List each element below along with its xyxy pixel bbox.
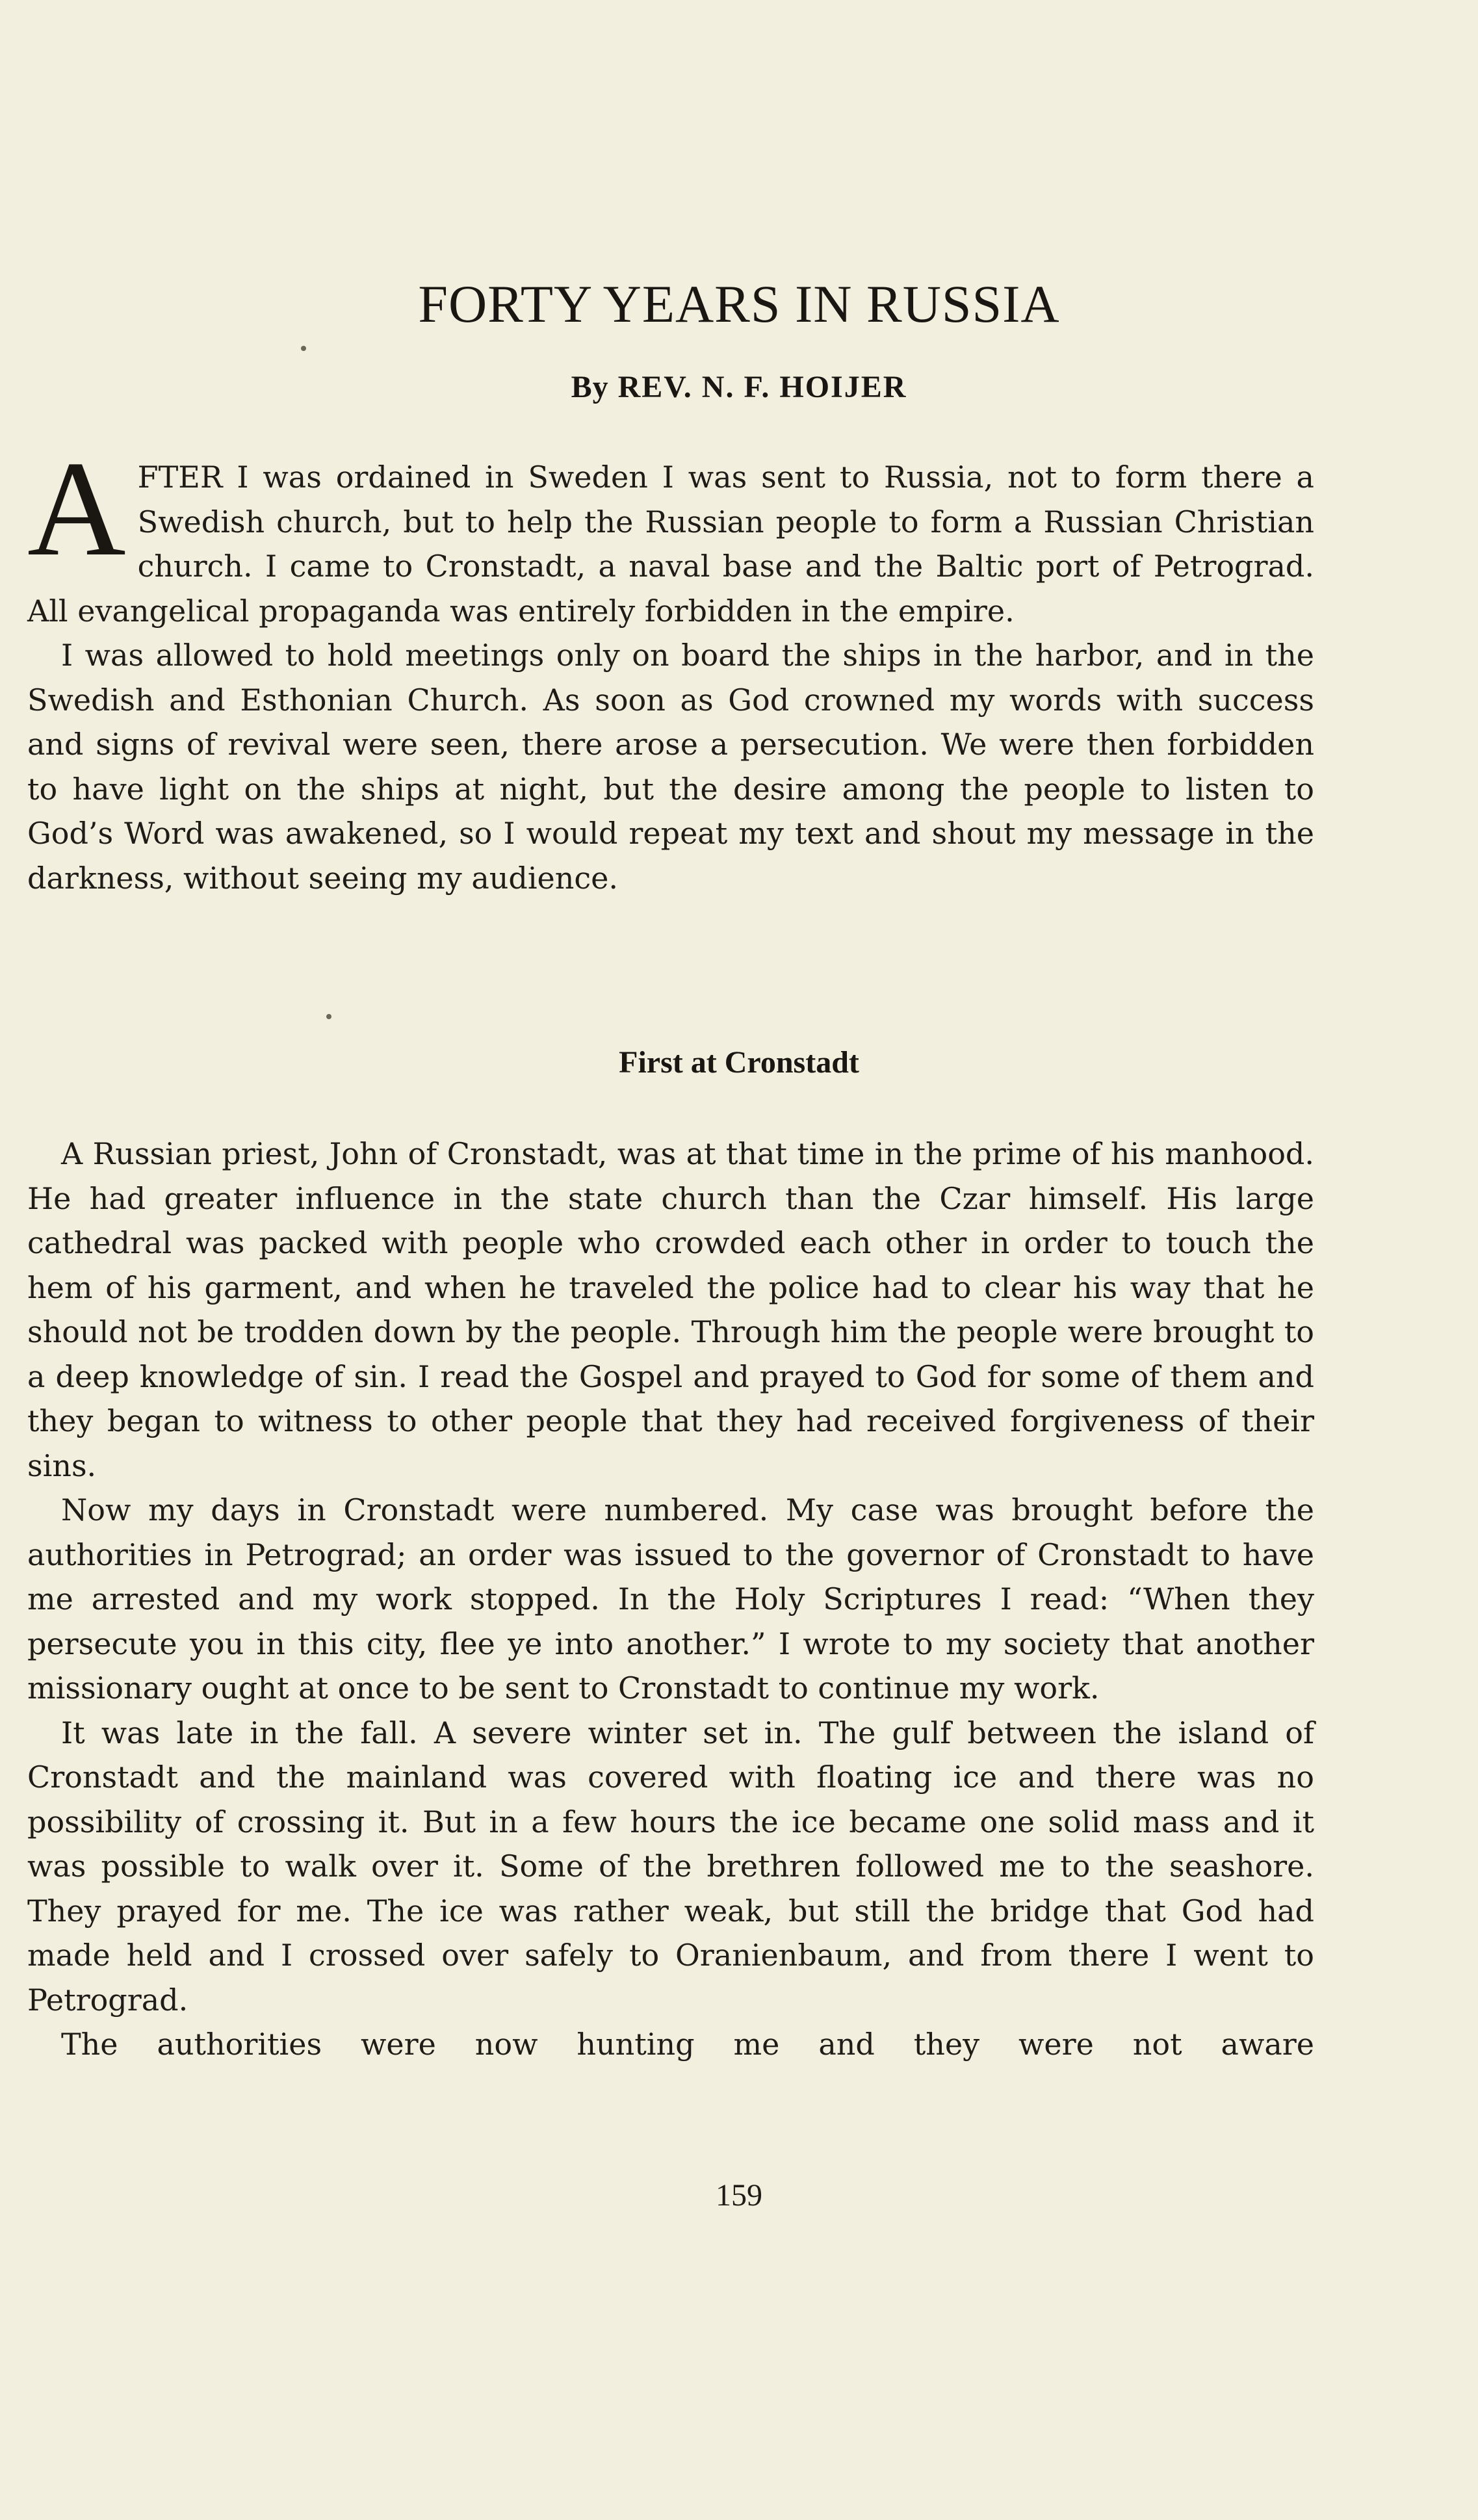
section-paragraph-1: A Russian priest, John of Cronstadt, was at that time in the prime of his manhood. He had greater influence in the state church than the Czar himself. His large cathedral was packed with people who crowded each other in order to touch the hem of his garment, and when he traveled the police had to clear his way that he should not be trodden down by the people. Through him the people were brought to a deep knowledge of sin. I read the Gospel and prayed to God for some of them and they began to witness to other people that they had received forgiveness of their sins. [27, 1136, 1314, 1483]
author-name: REV. N. F. HOIJER [617, 370, 907, 404]
byline-prefix: By [571, 370, 609, 404]
section-paragraph-4: The authorities were now hunting me and they were not aware [61, 2027, 1314, 2062]
print-speck [326, 1014, 331, 1019]
intro-paragraph [27, 434, 1314, 633]
paragraph-2: I was allowed to hold meetings only on board the ships in the harbor, and in the Swedish and Esthonian Church. As soon as God crowned my words with success and signs of revival were seen, there arose a persecution. We were then forbidden to have light on the ships at night, but the desire among the people to listen to God’s Word was awakened, so I would repeat my text and shout my message in the darkness, without seeing my audience. [27, 638, 1314, 896]
intro-section [27, 434, 1314, 900]
intro-paragraph-text: FTER I was ordained in Sweden I was sent to Russia, not to form there a Swedish church, but to help the Russian people to form a Russian Christian church. I came to Cronstadt, a naval base and the Baltic port of Petrograd. All evangelical propaganda was entirely forbidden in the empire. [27, 460, 1314, 629]
section-paragraph-3: It was late in the fall. A severe winter set in. The gulf between the island of Cronstadt and the mainland was covered with floating ice and there was no possibility of crossing it. But in a few hours the ice became one solid mass and it was possible to walk over it. Some of the brethren followed me to the seashore. They prayed for me. The ice was rather weak, but still the bridge that God had made held and I crossed over safely to Oranienbaum, and from there I went to Petrograd. [27, 1715, 1314, 2018]
section-heading: First at Cronstadt [619, 1045, 859, 1080]
page-number: 159 [716, 2178, 762, 2213]
section-paragraph-2: Now my days in Cronstadt were numbered. My case was brought before the authorities in Petrograd; an order was issued to the governor of Cronstadt to have me arrested and my work stopped. In the Holy Scriptures I read: “When they persecute you in this city, flee ye into another.” I wrote to my society that another missionary ought at once to be sent to Cronstadt to continue my work. [27, 1492, 1314, 1706]
print-speck [301, 346, 306, 351]
drop-cap: A [27, 434, 126, 584]
section-body [27, 1132, 1314, 2067]
article-title: FORTY YEARS IN RUSSIA [418, 274, 1060, 333]
byline [0, 368, 1478, 407]
